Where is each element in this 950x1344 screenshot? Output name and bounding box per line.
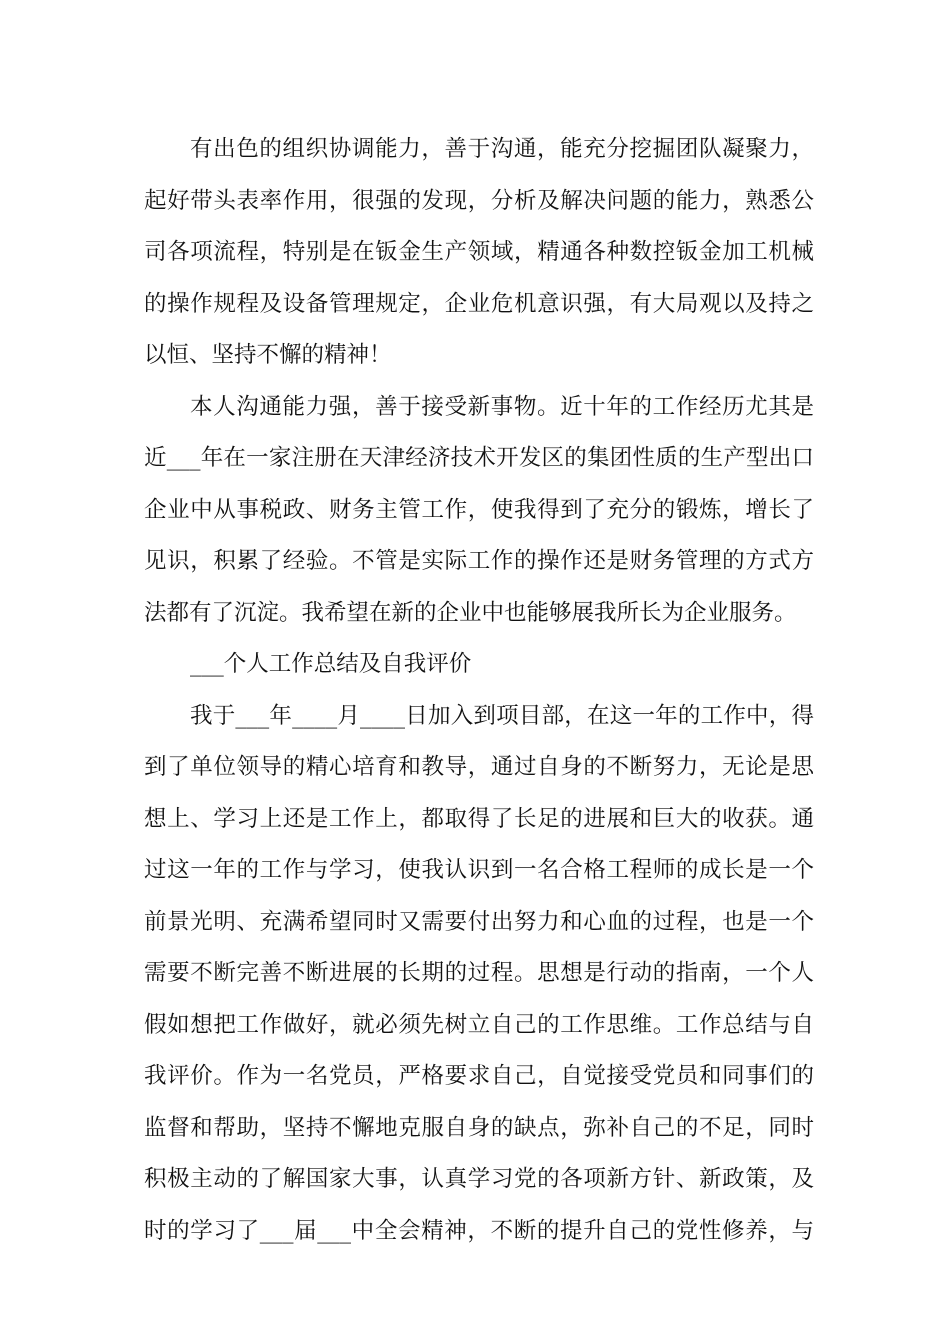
text-line: 有出色的组织协调能力，善于沟通，能充分挖掘团队凝聚力， <box>190 136 814 162</box>
text-line: 需要不断完善不断进展的长期的过程。思想是行动的指南，一个人 <box>144 960 814 986</box>
text-line: 企业中从事税政、财务主管工作，使我得到了充分的锻炼，增长了 <box>144 496 814 523</box>
text-line: 的操作规程及设备管理规定，企业危机意识强，有大局观以及持之 <box>144 290 814 317</box>
text-line: 司各项流程，特别是在钣金生产领域，精通各种数控钣金加工机械 <box>144 239 814 265</box>
text-line: 到了单位领导的精心培育和教导，通过自身的不断努力，无论是思 <box>144 754 814 780</box>
text-line: 时的学习了___届___中全会精神，不断的提升自己的党性修养，与 <box>144 1217 814 1244</box>
document-body <box>144 124 814 1257</box>
text-line: 以恒、坚持不懈的精神！ <box>144 342 392 368</box>
text-line: 过这一年的工作与学习，使我认识到一名合格工程师的成长是一个 <box>144 857 814 883</box>
text-line: 近___年在一家注册在天津经济技术开发区的集团性质的生产型出口 <box>144 445 814 471</box>
text-line: 起好带头表率作用，很强的发现，分析及解决问题的能力，熟悉公 <box>144 187 814 214</box>
text-line: 积极主动的了解国家大事，认真学习党的各项新方针、新政策，及 <box>144 1166 814 1192</box>
text-line: 想上、学习上还是工作上，都取得了长足的进展和巨大的收获。通 <box>144 805 814 832</box>
text-line: 本人沟通能力强，善于接受新事物。近十年的工作经历尤其是 <box>190 393 814 420</box>
text-line: 前景光明、充满希望同时又需要付出努力和心血的过程，也是一个 <box>144 908 814 935</box>
text-line: 我评价。作为一名党员，严格要求自己，自觉接受党员和同事们的 <box>144 1063 814 1089</box>
section-heading: ___个人工作总结及自我评价 <box>190 651 472 677</box>
text-line: 假如想把工作做好，就必须先树立自己的工作思维。工作总结与自 <box>144 1011 814 1038</box>
text-line: 见识，积累了经验。不管是实际工作的操作还是财务管理的方式方 <box>144 548 814 574</box>
text-line: 法都有了沉淀。我希望在新的企业中也能够展我所长为企业服务。 <box>144 599 797 626</box>
text-line: 我于___年____月____日加入到项目部，在这一年的工作中，得 <box>190 702 814 729</box>
text-line: 监督和帮助，坚持不懈地克服自身的缺点，弥补自己的不足，同时 <box>144 1114 814 1141</box>
